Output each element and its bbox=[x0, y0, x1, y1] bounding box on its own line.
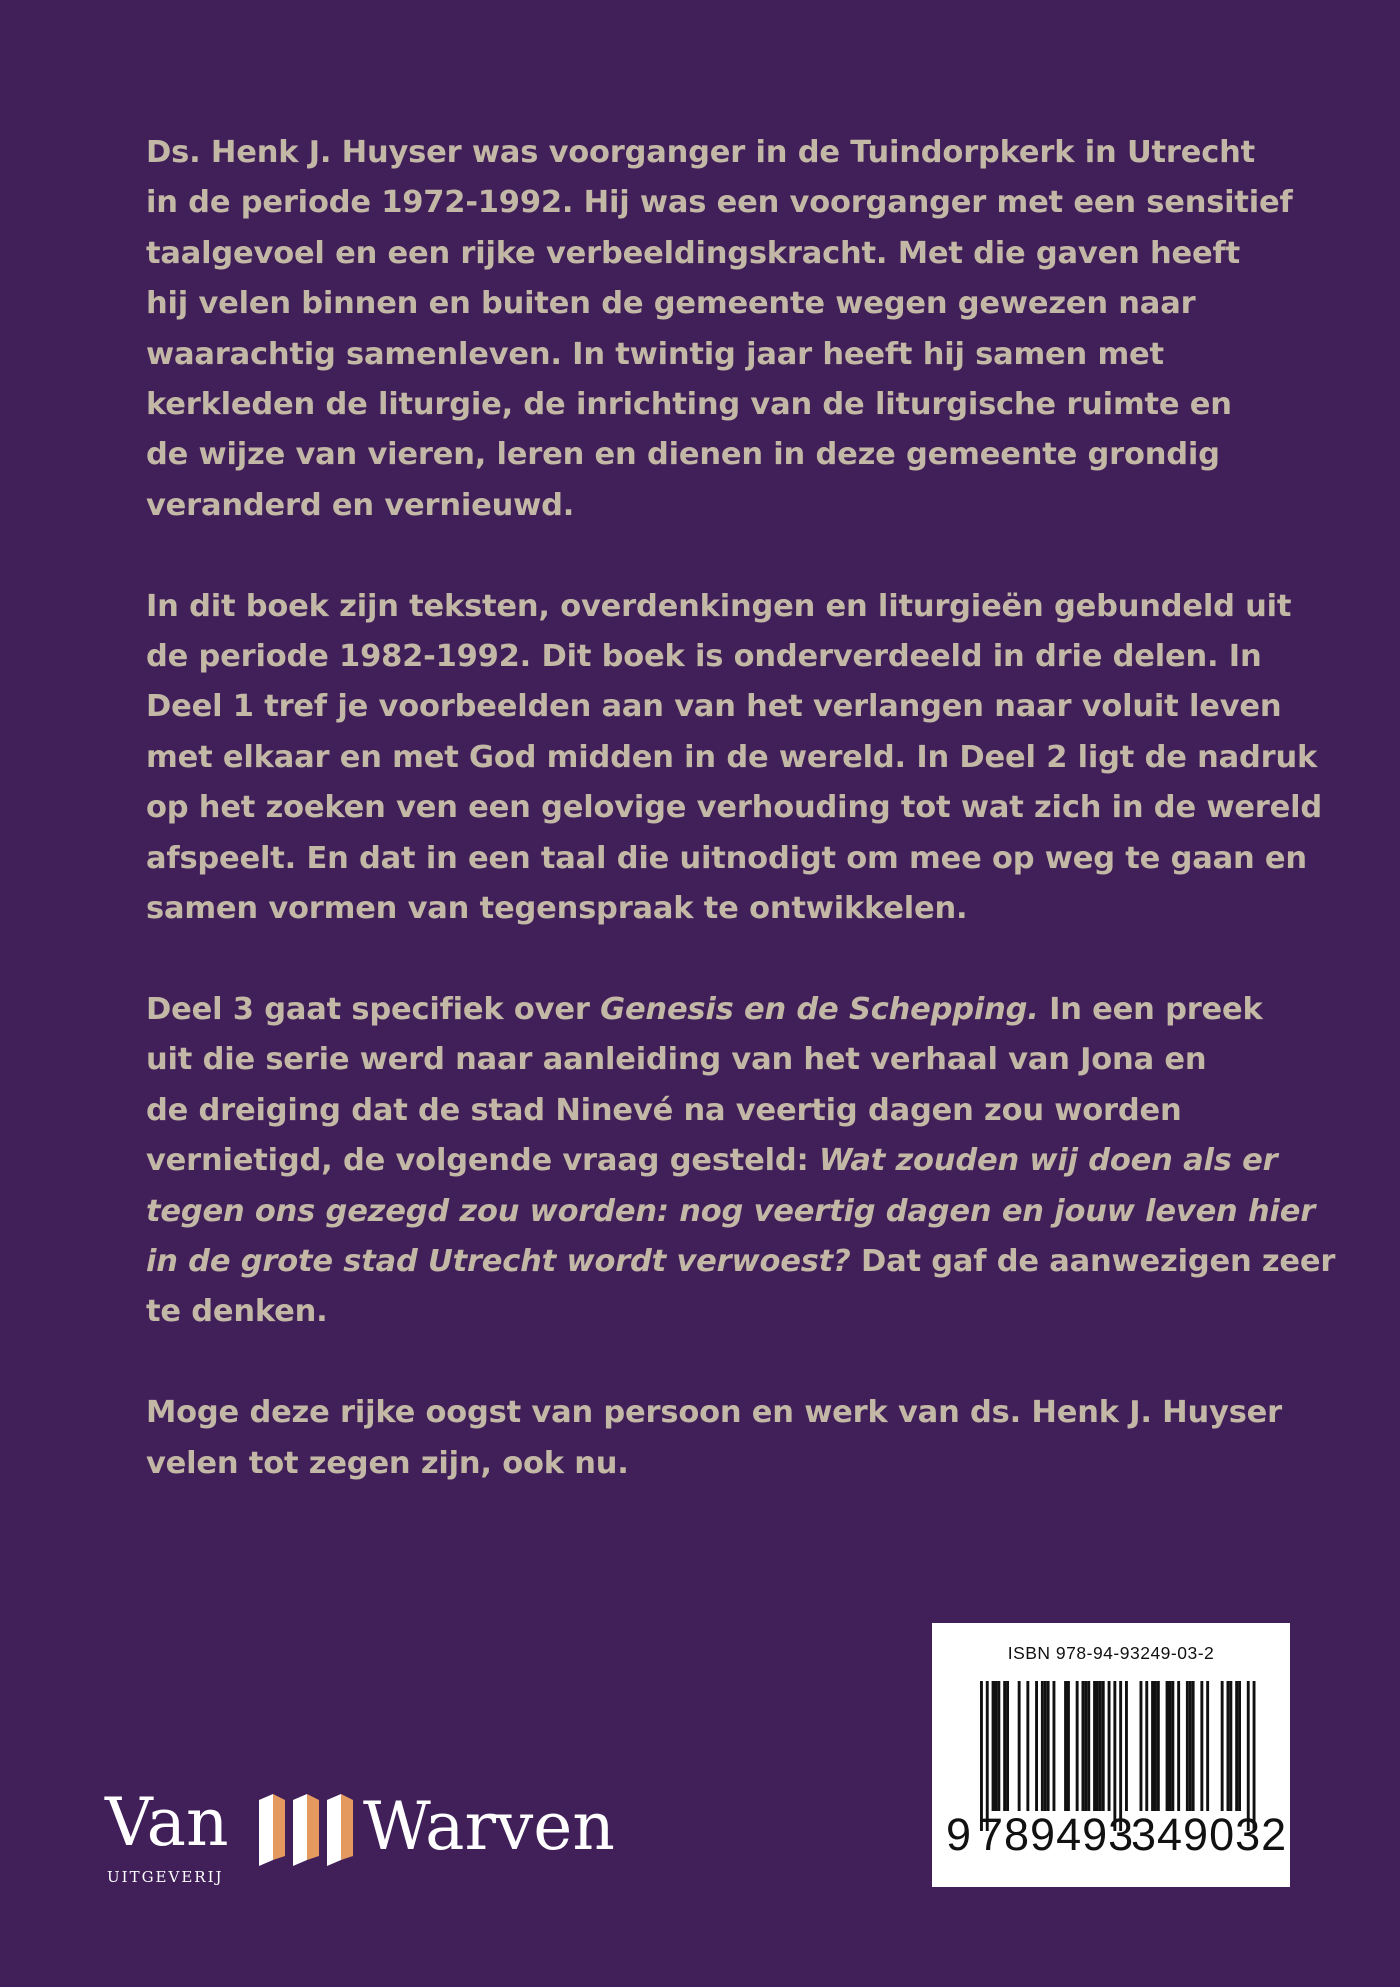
barcode-bar bbox=[1169, 1681, 1172, 1811]
barcode-bar bbox=[1044, 1681, 1047, 1811]
text-line: In dit boek zijn teksten, overdenkingen en liturgieën gebundeld uit bbox=[146, 588, 1292, 624]
quote-text: in de grote stad Utrecht wordt verwoest? bbox=[146, 1243, 851, 1279]
text-line bbox=[146, 985, 1306, 1035]
logo-book-mark-icon bbox=[255, 1790, 359, 1870]
paragraph-1 bbox=[146, 128, 1306, 531]
text-line: te denken. bbox=[146, 1294, 328, 1330]
barcode-bar bbox=[995, 1681, 998, 1811]
barcode-bar bbox=[1026, 1681, 1029, 1811]
text-line: velen tot zegen zijn, ook nu. bbox=[146, 1445, 629, 1481]
barcode-bar bbox=[1087, 1681, 1090, 1811]
barcode-right-digits: 349032 bbox=[1131, 1809, 1288, 1860]
text-line: waarachtig samenleven. In twintig jaar heeft hij samen met bbox=[146, 336, 1164, 372]
barcode-bar bbox=[1189, 1681, 1192, 1811]
text-line: in de periode 1972-1992. Hij was een voorganger met een sensitief bbox=[146, 185, 1293, 221]
barcode-digits bbox=[932, 1809, 1290, 1869]
barcode-bar bbox=[1067, 1681, 1070, 1811]
barcode-bar bbox=[1041, 1681, 1044, 1811]
barcode-bar bbox=[1157, 1681, 1160, 1811]
paragraph-4 bbox=[146, 1388, 1306, 1489]
barcode-bar bbox=[1096, 1681, 1099, 1811]
barcode-bar bbox=[1099, 1681, 1102, 1811]
text-span: Dat gaf de aanwezigen zeer bbox=[850, 1243, 1336, 1279]
text-line: kerkleden de liturgie, de inrichting van de liturgische ruimte en bbox=[146, 387, 1232, 423]
book-part-title: Genesis en de Schepping. bbox=[600, 991, 1039, 1027]
text-line: op het zoeken ven een gelovige verhouding tot wat zich in de wereld bbox=[146, 790, 1323, 826]
barcode-left-digits: 789493 bbox=[978, 1809, 1135, 1860]
publisher-logo bbox=[105, 1784, 665, 1890]
text-line: veranderd en vernieuwd. bbox=[146, 487, 575, 523]
barcode-bar bbox=[1035, 1681, 1038, 1811]
text-span: Deel 3 gaat specifiek over bbox=[146, 991, 601, 1027]
barcode-bar bbox=[1093, 1681, 1096, 1811]
barcode-bar bbox=[1227, 1681, 1230, 1811]
text-span: vernietigd, de volgende vraag gesteld: bbox=[146, 1143, 819, 1179]
barcode-bar bbox=[1047, 1681, 1050, 1811]
text-line bbox=[146, 1136, 1306, 1186]
barcode-bar bbox=[1151, 1681, 1154, 1811]
barcode-bar bbox=[1082, 1681, 1085, 1811]
barcode-bar bbox=[1166, 1681, 1169, 1811]
barcode-bar bbox=[1003, 1681, 1006, 1811]
barcode-bar bbox=[992, 1681, 995, 1811]
quote-text: Wat zouden wij doen als er bbox=[818, 1143, 1278, 1179]
text-line: Ds. Henk J. Huyser was voorganger in de Tuindorpkerk in Utrecht bbox=[146, 135, 1255, 170]
barcode-bar bbox=[1154, 1681, 1157, 1811]
paragraph-2 bbox=[146, 582, 1323, 935]
quote-text: tegen ons gezegd zou worden: nog veertig dagen en jouw leven hier bbox=[146, 1193, 1316, 1229]
logo-subtitle: UITGEVERIJ bbox=[107, 1868, 224, 1886]
barcode-bar bbox=[1064, 1681, 1067, 1811]
logo-text-warven: Warven bbox=[363, 1788, 615, 1865]
barcode-bar bbox=[1171, 1681, 1174, 1811]
text-span: In een preek bbox=[1038, 991, 1263, 1027]
barcode-bar bbox=[1229, 1681, 1232, 1811]
text-line: afspeelt. En dat in een taal die uitnodigt om mee op weg te gaan en bbox=[146, 840, 1307, 876]
text-line: Deel 1 tref je voorbeelden aan van het verlangen naar voluit leven bbox=[146, 689, 1282, 725]
text-line: hij velen binnen en buiten de gemeente wegen gewezen naar bbox=[146, 286, 1196, 322]
barcode-bar bbox=[1145, 1681, 1148, 1811]
barcode-bar bbox=[1192, 1681, 1195, 1811]
isbn-barcode bbox=[932, 1623, 1290, 1887]
barcode-bar bbox=[1006, 1681, 1009, 1811]
barcode-bar bbox=[1238, 1681, 1241, 1811]
text-line: de periode 1982-1992. Dit boek is onderverdeeld in drie delen. In bbox=[146, 639, 1262, 675]
isbn-label: ISBN 978-94-93249-03-2 bbox=[1007, 1643, 1215, 1663]
text-line: de wijze van vieren, leren en dienen in deze gemeente grondig bbox=[146, 437, 1220, 473]
logo-text-van: Van bbox=[105, 1784, 229, 1861]
barcode-bar bbox=[997, 1681, 1000, 1811]
text-line bbox=[146, 1187, 1316, 1237]
barcode-bar bbox=[1206, 1681, 1209, 1811]
barcode-bar bbox=[1140, 1681, 1143, 1811]
barcode-bar bbox=[1084, 1681, 1087, 1811]
barcode-bar bbox=[1186, 1681, 1189, 1811]
barcode-bar bbox=[1108, 1681, 1111, 1811]
paragraph-3 bbox=[146, 985, 1336, 1338]
text-line: Moge deze rijke oogst van persoon en werk van ds. Henk J. Huyser bbox=[146, 1395, 1282, 1431]
barcode-first-digit: 9 bbox=[946, 1809, 973, 1860]
barcode-bar bbox=[1200, 1681, 1203, 1811]
text-line: uit die serie werd naar aanleiding van het verhaal van Jona en bbox=[146, 1042, 1207, 1078]
barcode-bar bbox=[1221, 1681, 1224, 1811]
barcode-bar bbox=[1076, 1681, 1079, 1811]
back-cover-text bbox=[146, 128, 1336, 1539]
barcode-bar bbox=[1177, 1681, 1180, 1811]
barcode-bar bbox=[1018, 1681, 1021, 1811]
barcode-bar bbox=[1053, 1681, 1056, 1811]
text-line: de dreiging dat de stad Ninevé na veertig dagen zou worden bbox=[146, 1092, 1182, 1128]
text-line: met elkaar en met God midden in de wereld. In Deel 2 ligt de nadruk bbox=[146, 739, 1318, 775]
barcode-bar bbox=[1125, 1681, 1128, 1811]
text-line bbox=[146, 1237, 1336, 1287]
barcode-bar bbox=[1102, 1681, 1105, 1811]
barcode-bar bbox=[1235, 1681, 1238, 1811]
text-line: samen vormen van tegenspraak te ontwikkelen. bbox=[146, 891, 968, 927]
text-line: taalgevoel en een rijke verbeeldingskracht. Met die gaven heeft bbox=[146, 235, 1240, 271]
